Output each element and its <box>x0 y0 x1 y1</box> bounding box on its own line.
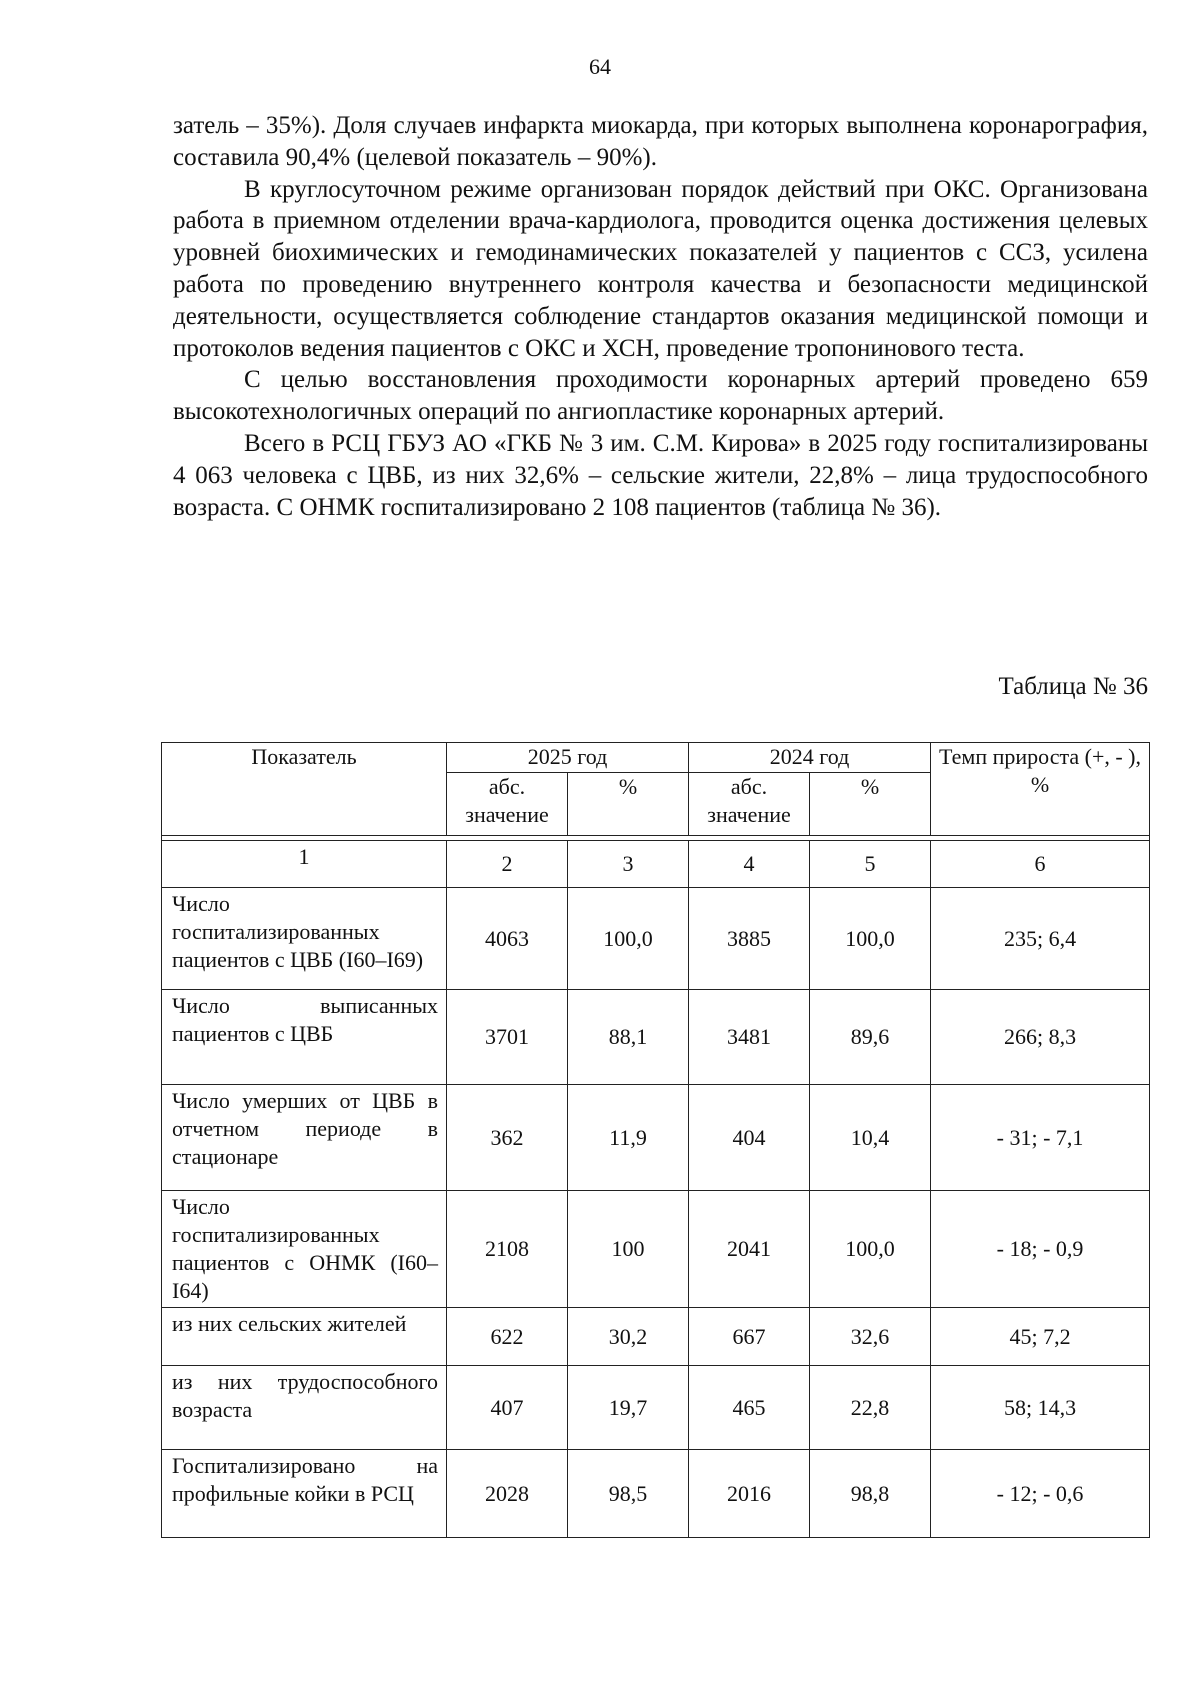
table-row <box>162 1191 1150 1308</box>
cell-pct-2025: 30,2 <box>568 1308 689 1366</box>
cell-abs-2025: 407 <box>447 1366 568 1450</box>
row-label: из них трудоспособного возраста <box>162 1366 447 1450</box>
cell-growth: - 31; - 7,1 <box>931 1085 1150 1191</box>
table-row <box>162 888 1150 990</box>
cell-growth: 266; 8,3 <box>931 990 1150 1085</box>
cell-pct-2024: 100,0 <box>810 1191 931 1308</box>
table-row <box>162 1366 1150 1450</box>
row-label: Число умерших от ЦВБ в отчетном периоде в стационаре <box>162 1085 447 1191</box>
cell-abs-2024: 2041 <box>689 1191 810 1308</box>
header-pct-2025: % <box>568 773 689 836</box>
cell-abs-2025: 3701 <box>447 990 568 1085</box>
cell-pct-2025: 98,5 <box>568 1450 689 1538</box>
cell-growth: 45; 7,2 <box>931 1308 1150 1366</box>
cell-pct-2024: 89,6 <box>810 990 931 1085</box>
header-year-2024: 2024 год <box>689 743 931 773</box>
cell-pct-2024: 100,0 <box>810 888 931 990</box>
cell-pct-2025: 100,0 <box>568 888 689 990</box>
column-number: 4 <box>689 841 810 888</box>
header-year-2025: 2025 год <box>447 743 689 773</box>
column-number: 1 <box>162 841 447 888</box>
cell-abs-2025: 2028 <box>447 1450 568 1538</box>
cell-growth: 235; 6,4 <box>931 888 1150 990</box>
cell-pct-2025: 11,9 <box>568 1085 689 1191</box>
cell-growth: 58; 14,3 <box>931 1366 1150 1450</box>
paragraph-2: В круглосуточном режиме организован порядок действий при ОКС. Организована работа в приемном отделении врача-кардиолога, проводится оценка достижения целевых уровней биохимических и гемодинамических показателей у пациентов с ССЗ, усилена работа по проведению внутреннего контроля качества и безопасности медицинской деятельности, осуществляется соблюдение стандартов оказания медицинской помощи и протоколов ведения пациентов с ОКС и ХСН, проведение тропонинового теста. <box>173 175 1148 362</box>
header-pct-2024: % <box>810 773 931 836</box>
cell-abs-2025: 622 <box>447 1308 568 1366</box>
cell-growth: - 18; - 0,9 <box>931 1191 1150 1308</box>
paragraph-1: затель – 35%). Доля случаев инфаркта миокарда, при которых выполнена коронарография, составила 90,4% (целевой показатель – 90%). <box>173 112 1148 171</box>
cell-pct-2024: 32,6 <box>810 1308 931 1366</box>
cell-pct-2025: 19,7 <box>568 1366 689 1450</box>
cell-pct-2024: 98,8 <box>810 1450 931 1538</box>
cell-abs-2024: 2016 <box>689 1450 810 1538</box>
header-abs-2024: абс. значение <box>689 773 810 836</box>
row-label: Число госпитализированных пациентов с ЦВБ (I60–I69) <box>162 888 447 990</box>
header-growth: Темп прироста (+, - ), % <box>931 743 1150 836</box>
cell-abs-2025: 4063 <box>447 888 568 990</box>
cell-abs-2024: 3885 <box>689 888 810 990</box>
paragraph-4: Всего в РСЦ ГБУЗ АО «ГКБ № 3 им. С.М. Кирова» в 2025 году госпитализированы 4 063 человека с ЦВБ, из них 32,6% – сельские жители, 22,8% – лица трудоспособного возраста. С ОНМК госпитализировано 2 108 пациентов (таблица № 36). <box>173 429 1148 521</box>
header-abs-2025: абс. значение <box>447 773 568 836</box>
row-label: Число госпитализированных пациентов с ОНМК (I60–I64) <box>162 1191 447 1308</box>
column-number-row <box>162 841 1150 888</box>
cell-abs-2025: 362 <box>447 1085 568 1191</box>
table-row <box>162 1085 1150 1191</box>
data-table <box>161 742 1150 1538</box>
row-label: Число выписанных пациентов с ЦВБ <box>162 990 447 1085</box>
body-text <box>173 110 1148 523</box>
table-caption: Таблица № 36 <box>998 673 1148 700</box>
header-indicator: Показатель <box>162 743 447 836</box>
cell-abs-2024: 465 <box>689 1366 810 1450</box>
cell-abs-2024: 404 <box>689 1085 810 1191</box>
table-row <box>162 1450 1150 1538</box>
column-number: 6 <box>931 841 1150 888</box>
column-number: 3 <box>568 841 689 888</box>
cell-growth: - 12; - 0,6 <box>931 1450 1150 1538</box>
cell-abs-2024: 3481 <box>689 990 810 1085</box>
cell-pct-2024: 10,4 <box>810 1085 931 1191</box>
cell-pct-2025: 100 <box>568 1191 689 1308</box>
column-number: 5 <box>810 841 931 888</box>
table-row <box>162 990 1150 1085</box>
cell-abs-2024: 667 <box>689 1308 810 1366</box>
table-row <box>162 1308 1150 1366</box>
column-number: 2 <box>447 841 568 888</box>
page-number: 64 <box>589 54 611 79</box>
cell-pct-2024: 22,8 <box>810 1366 931 1450</box>
cell-pct-2025: 88,1 <box>568 990 689 1085</box>
paragraph-3: С целью восстановления проходимости коронарных артерий проведено 659 высокотехнологичных операций по ангиопластике коронарных артерий. <box>173 366 1148 426</box>
row-label: из них сельских жителей <box>162 1308 447 1366</box>
cell-abs-2025: 2108 <box>447 1191 568 1308</box>
row-label: Госпитализировано на профильные койки в РСЦ <box>162 1450 447 1538</box>
